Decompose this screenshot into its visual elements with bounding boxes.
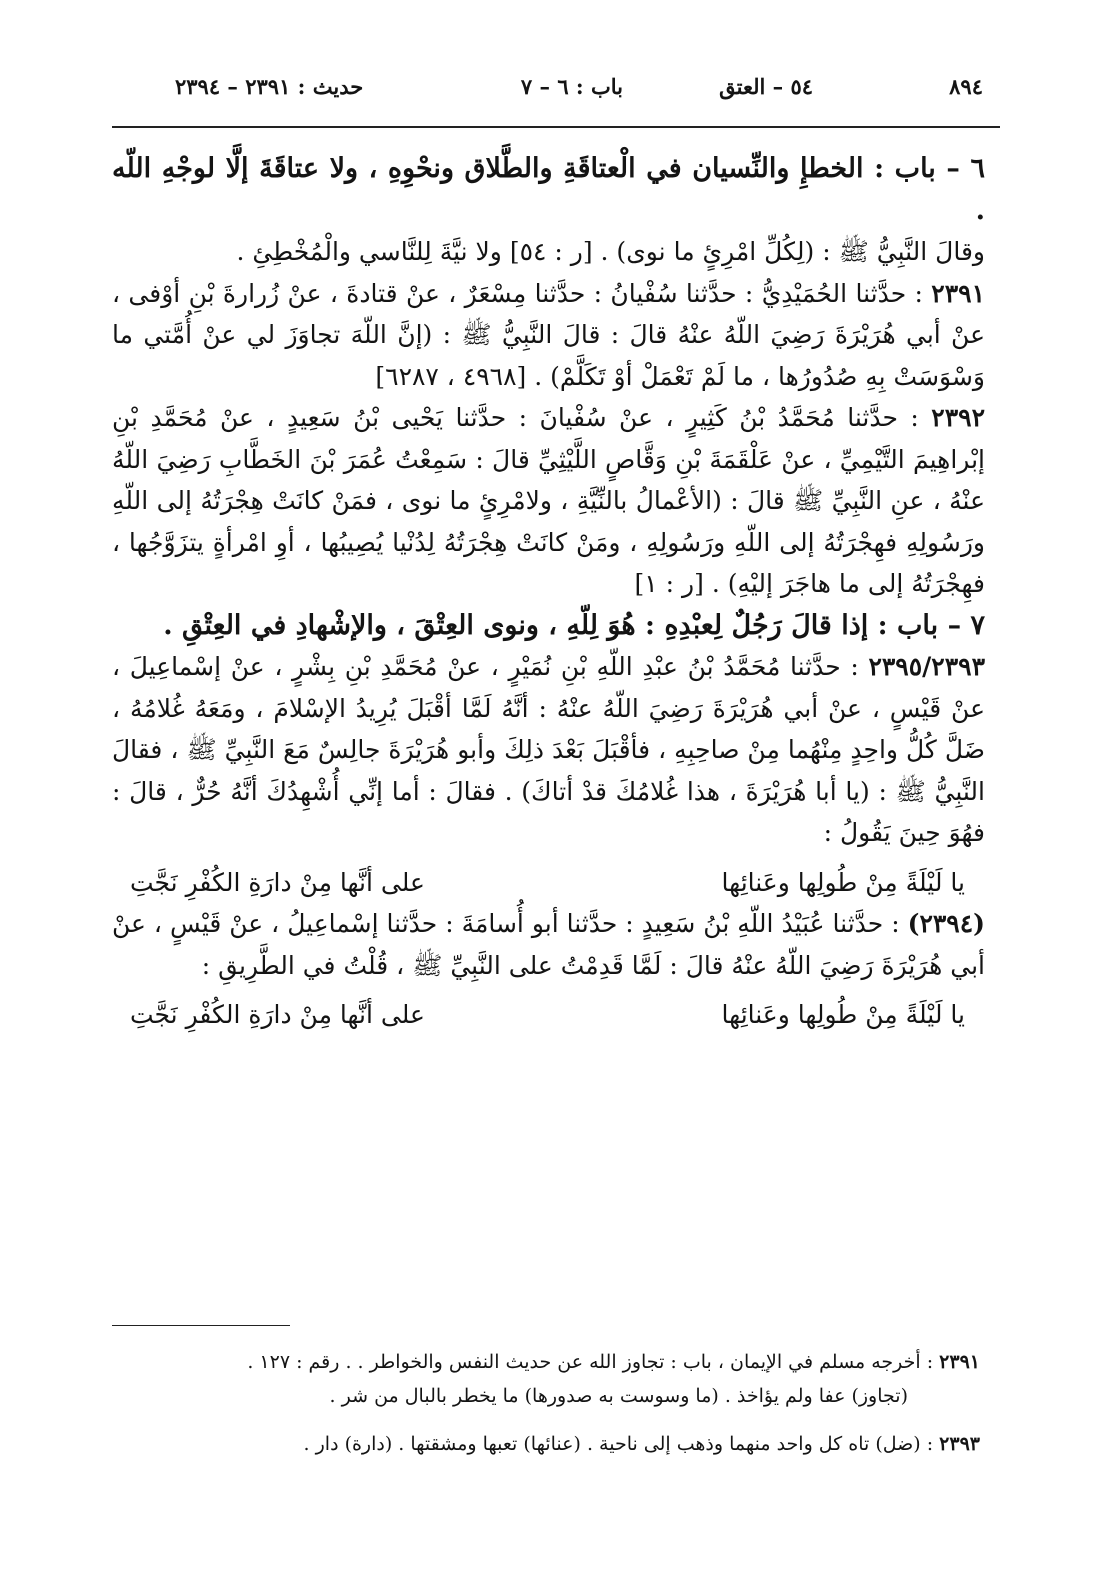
hadith-2392 — [112, 397, 985, 605]
hadith-2394 — [112, 903, 985, 986]
poetry-verse-1 — [112, 862, 985, 904]
bab-6-title: ٦ – باب : الخطإِ والنِّسيان في الْعتاقَةِ والطَّلاق ونحْوِهِ ، ولا عتاقَةَ إلَّا لوجْهِ اللّه . — [112, 153, 985, 226]
bab-7-title: ٧ – باب : إذا قالَ رَجُلٌ لِعبْدِهِ : هُوَ لِلّهِ ، ونوى العِتْقَ ، والإشْهادِ في العِتْقِ . — [163, 609, 985, 641]
running-header — [175, 74, 983, 108]
main-text — [112, 148, 985, 1036]
hadith-text: : حدَّثنا عُبَيْدُ اللّهِ بْنُ سَعِيدٍ : حدَّثنا أبو أُسامَةَ : حدَّثنا إسْماعِيلُ ، عنْ قَيْسٍ ، عنْ أبي هُرَيْرَةَ رَضِيَ اللّهُ عنْهُ قالَ : لَمَّا قَدِمْتُ على النَّبِيِّ ﷺ ، قُلْتُ في الطَّرِيقِ : — [112, 909, 985, 980]
hadith-number: ٢٣٩٥/٢٣٩٣ — [868, 652, 985, 681]
footnote-text: : أخرجه مسلم في الإيمان ، باب : تجاوز الله عن حديث النفس والخواطر . . رقم : ١٢٧ . — [247, 1351, 940, 1373]
footnotes — [120, 1345, 980, 1461]
footnote-text: : (ضل) تاه كل واحد منهما وذهب إلى ناحية . (عنائها) تعبها ومشقتها . (دارة) دار . — [303, 1433, 940, 1455]
footnote-2393 — [120, 1427, 980, 1461]
verse-second-hemistich: على أنَّها مِنْ دارَةِ الكُفْرِ نَجَّتِ — [130, 1000, 425, 1029]
verse-second-hemistich: على أنَّها مِنْ دارَةِ الكُفْرِ نَجَّتِ — [130, 867, 425, 897]
verse-first-hemistich: يا لَيْلَةً مِنْ طُولِها وعَنائِها — [721, 867, 965, 897]
hadith-2391 — [112, 273, 985, 398]
verse-first-hemistich: يا لَيْلَةً مِنْ طُولِها وعَنائِها — [721, 1000, 965, 1029]
bab-range: باب : ٦ – ٧ — [520, 74, 623, 99]
hadith-number: ٢٣٩١ — [931, 278, 985, 308]
page-number: ٨٩٤ — [949, 74, 983, 99]
footnote-divider — [112, 1325, 290, 1326]
hadith-text: : حدَّثنا مُحَمَّدُ بْنُ عبْدِ اللّهِ بْنِ نُمَيْرٍ ، عنْ مُحَمَّدِ بْنِ بِشْرٍ ، عنْ إسْماعِيلَ ، عنْ قَيْسٍ ، عنْ أبي هُرَيْرَةَ رَضِيَ اللّهُ عنْهُ : أنَّهُ لَمَّا أقْبَلَ يُرِيدُ الإسْلامَ ، ومَعَهُ غُلامُهُ ، ضَلَّ كُلُّ واحِدٍ مِنْهُما مِنْ صاحِبِهِ ، فأقْبَلَ بَعْدَ ذلِكَ وأبو هُرَيْرَةَ جالِسٌ مَعَ النَّبِيِّ ﷺ ، فقالَ النَّبِيُّ ﷺ : (يا أبا هُرَيْرَةَ ، هذا غُلامُكَ قدْ أتاكَ) . فقالَ : أما إنِّي أُشْهِدُكَ أنَّهُ حُرٌّ ، قالَ : فهُوَ حِينَ يَقُولُ : — [112, 652, 985, 847]
hadith-number: (٢٣٩٤) — [907, 909, 985, 938]
hadith-number: ٢٣٩٢ — [931, 403, 985, 432]
bab-6-note: وقالَ النَّبِيُّ ﷺ : (لِكُلِّ امْرِئٍ ما نوى) . [ر : ٥٤] ولا نيَّةَ لِلنَّاسي والْمُخْطِئِ . — [236, 237, 985, 266]
hadith-range: حديث : ٢٣٩١ – ٢٣٩٤ — [175, 74, 364, 99]
book-title: ٥٤ – العتق — [719, 74, 813, 99]
footnote-2391 — [120, 1345, 980, 1379]
hadith-text: : حدَّثنا الحُمَيْدِيُّ : حدَّثنا سُفْيانُ : حدَّثنا مِسْعَرٌ ، عنْ قتادةَ ، عنْ زُرارةَ بْنِ أوْفى ، عنْ أبي هُرَيْرَةَ رَضِيَ اللّهُ عنْهُ قالَ : قالَ النَّبِيُّ ﷺ : (إنَّ اللّهَ تجاوَزَ لي عنْ أُمَّتي ما وَسْوَسَتْ بِهِ صُدُورُها ، ما لَمْ تَعْمَلْ أوْ تَكَلَّمْ) . [٤٩٦٨ ، ٦٢٨٧] — [112, 278, 985, 391]
footnote-2391-glosses: (تجاوز) عفا ولم يؤاخذ . (ما وسوست به صدورها) ما يخطر بالبال من شر . — [329, 1385, 908, 1407]
header-divider — [112, 126, 1000, 128]
hadith-text: : حدَّثنا مُحَمَّدُ بْنُ كَثِيرٍ ، عنْ سُفْيانَ : حدَّثنا يَحْيى بْنُ سَعِيدٍ ، عنْ مُحَمَّدِ بْنِ إبْراهِيمَ التَّيْمِيِّ ، عنْ عَلْقَمَةَ بْنِ وَقَّاصٍ اللَّيْثِيِّ قالَ : سَمِعْتُ عُمَرَ بْنَ الخَطَّابِ رَضِيَ اللّهُ عنْهُ ، عنِ النَّبِيِّ ﷺ قالَ : (الأعْمالُ بالنِّيَّةِ ، ولامْرِئٍ ما نوى ، فمَنْ كانَتْ هِجْرَتُهُ إلى اللّهِ ورَسُولِهِ فهِجْرَتُهُ إلى اللّهِ ورَسُولِهِ ، ومَنْ كانَتْ هِجْرَتُهُ لِدُنْيا يُصِيبُها ، أوِ امْرأةٍ يتزَوَّجُها ، فهِجْرَتُهُ إلى ما هاجَرَ إليْهِ) . [ر : ١] — [112, 403, 985, 598]
footnote-number: ٢٣٩٣ — [939, 1433, 980, 1455]
footnote-number: ٢٣٩١ — [939, 1351, 980, 1373]
hadith-2393 — [112, 646, 985, 854]
poetry-verse-2 — [112, 994, 985, 1036]
